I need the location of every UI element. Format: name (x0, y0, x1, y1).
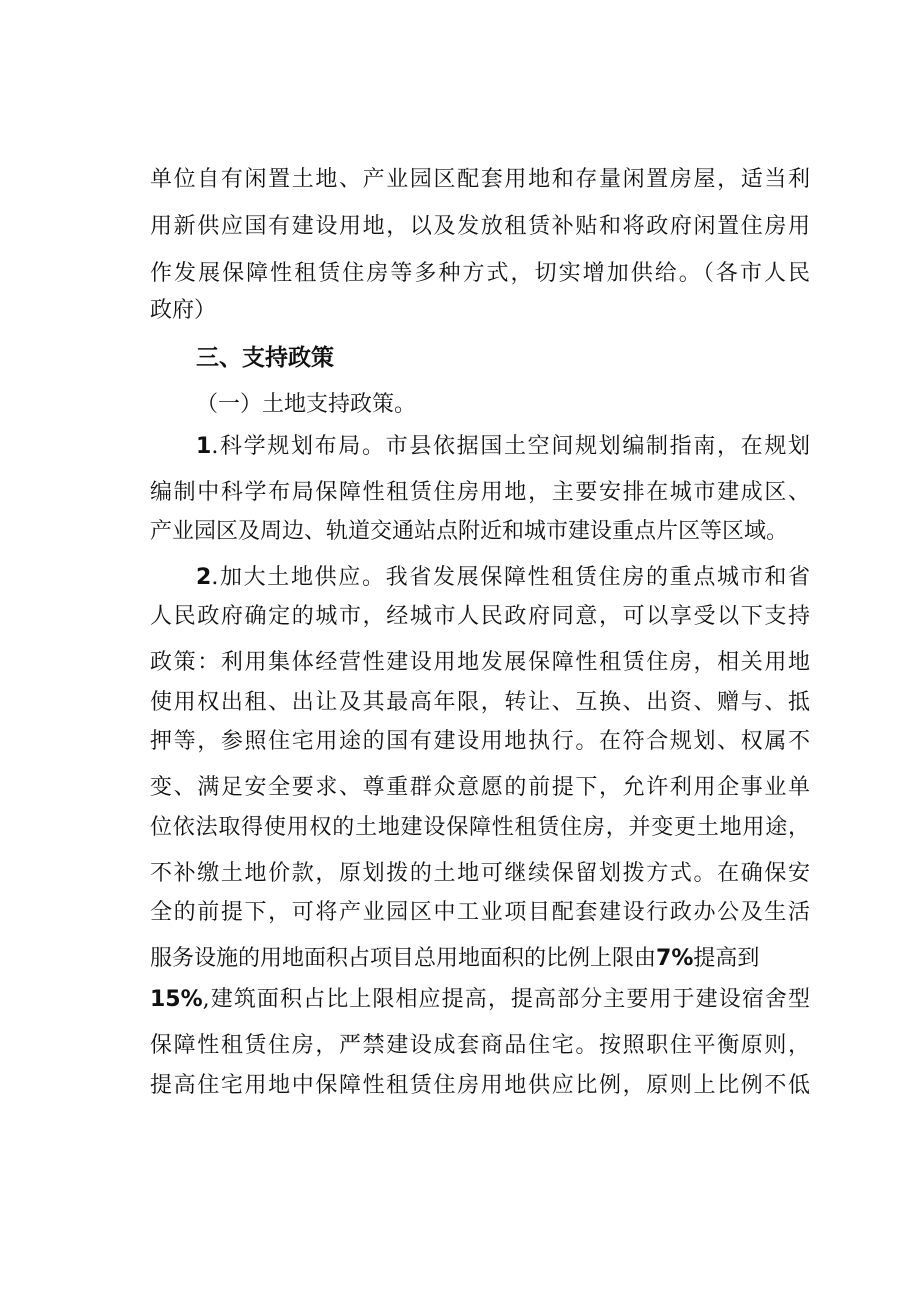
paragraph-line: 编制中科学布局保障性租赁住房用地，主要安排在城市建成区、 (150, 480, 810, 505)
subsection-heading: （一）土地支持政策。 (196, 392, 417, 417)
paragraph-line: 位依法取得使用权的土地建设保障性租赁住房，并变更土地用途， (150, 815, 810, 840)
paragraph-line: 作发展保障性租赁住房等多种方式，切实增加供给。（各市人民 (150, 261, 810, 286)
item-2-text: 我省发展保障性租赁住房的重点城市和省 (385, 565, 810, 590)
paragraph-line: 不补缴土地价款，原划拨的土地可继续保留划拨方式。在确保安 (150, 861, 810, 886)
item-1-number: 1 (196, 434, 212, 459)
paragraph-line: 政策：利用集体经营性建设用地发展保障性租赁住房，相关用地 (150, 650, 810, 675)
paragraph-line: 人民政府确定的城市，经城市人民政府同意，可以享受以下支持 (150, 604, 810, 629)
paragraph-line: 使用权出租、出让及其最高年限，转让、互换、出资、赠与、抵 (150, 690, 810, 715)
paragraph-line: 押等，参照住宅用途的国有建设用地执行。在符合规划、权属不 (150, 729, 810, 754)
paragraph-line: 全的前提下，可将产业园区中工业项目配套建设行政办公及生活 (150, 900, 810, 925)
item-1-title: .科学规划布局。 (211, 434, 386, 459)
paragraph-line: 提高住宅用地中保障性租赁住房用地供应比例，原则上比例不低 (150, 1073, 810, 1098)
paragraph-line: 保障性租赁住房，严禁建设成套商品住宅。按照职住平衡原则， (150, 1033, 810, 1058)
paragraph-line: 产业园区及周边、轨道交通站点附近和城市建设重点片区等区域。 (150, 519, 789, 544)
percent-from: 7% (656, 946, 694, 971)
paragraph-line: 用新供应国有建设用地，以及发放租赁补贴和将政府闲置住房用 (150, 214, 810, 239)
item-1-first-line (196, 432, 810, 462)
paragraph-line: 变、满足安全要求、尊重群众意愿的前提下，允许利用企事业单 (150, 775, 810, 800)
item-2-title: .加大土地供应。 (211, 565, 386, 590)
item-2-number: 2 (196, 565, 212, 590)
section-heading: 三、支持政策 (196, 345, 334, 371)
paragraph-line: 单位自有闲置土地、产业园区配套用地和存量闲置房屋，适当利 (150, 167, 810, 192)
paragraph-line-percent-to: 15%,建筑面积占比上限相应提高，提高部分主要用于建设宿舍型 (150, 987, 810, 1012)
percent-to: 15% (150, 987, 203, 1012)
paragraph-line-percent: 服务设施的用地面积占项目总用地面积的比例上限由7%提高到 (150, 946, 760, 971)
item-2-first-line (196, 563, 810, 593)
item-1-text: 市县依据国土空间规划编制指南，在规划 (385, 434, 810, 459)
paragraph-line: 政府） (150, 298, 217, 323)
